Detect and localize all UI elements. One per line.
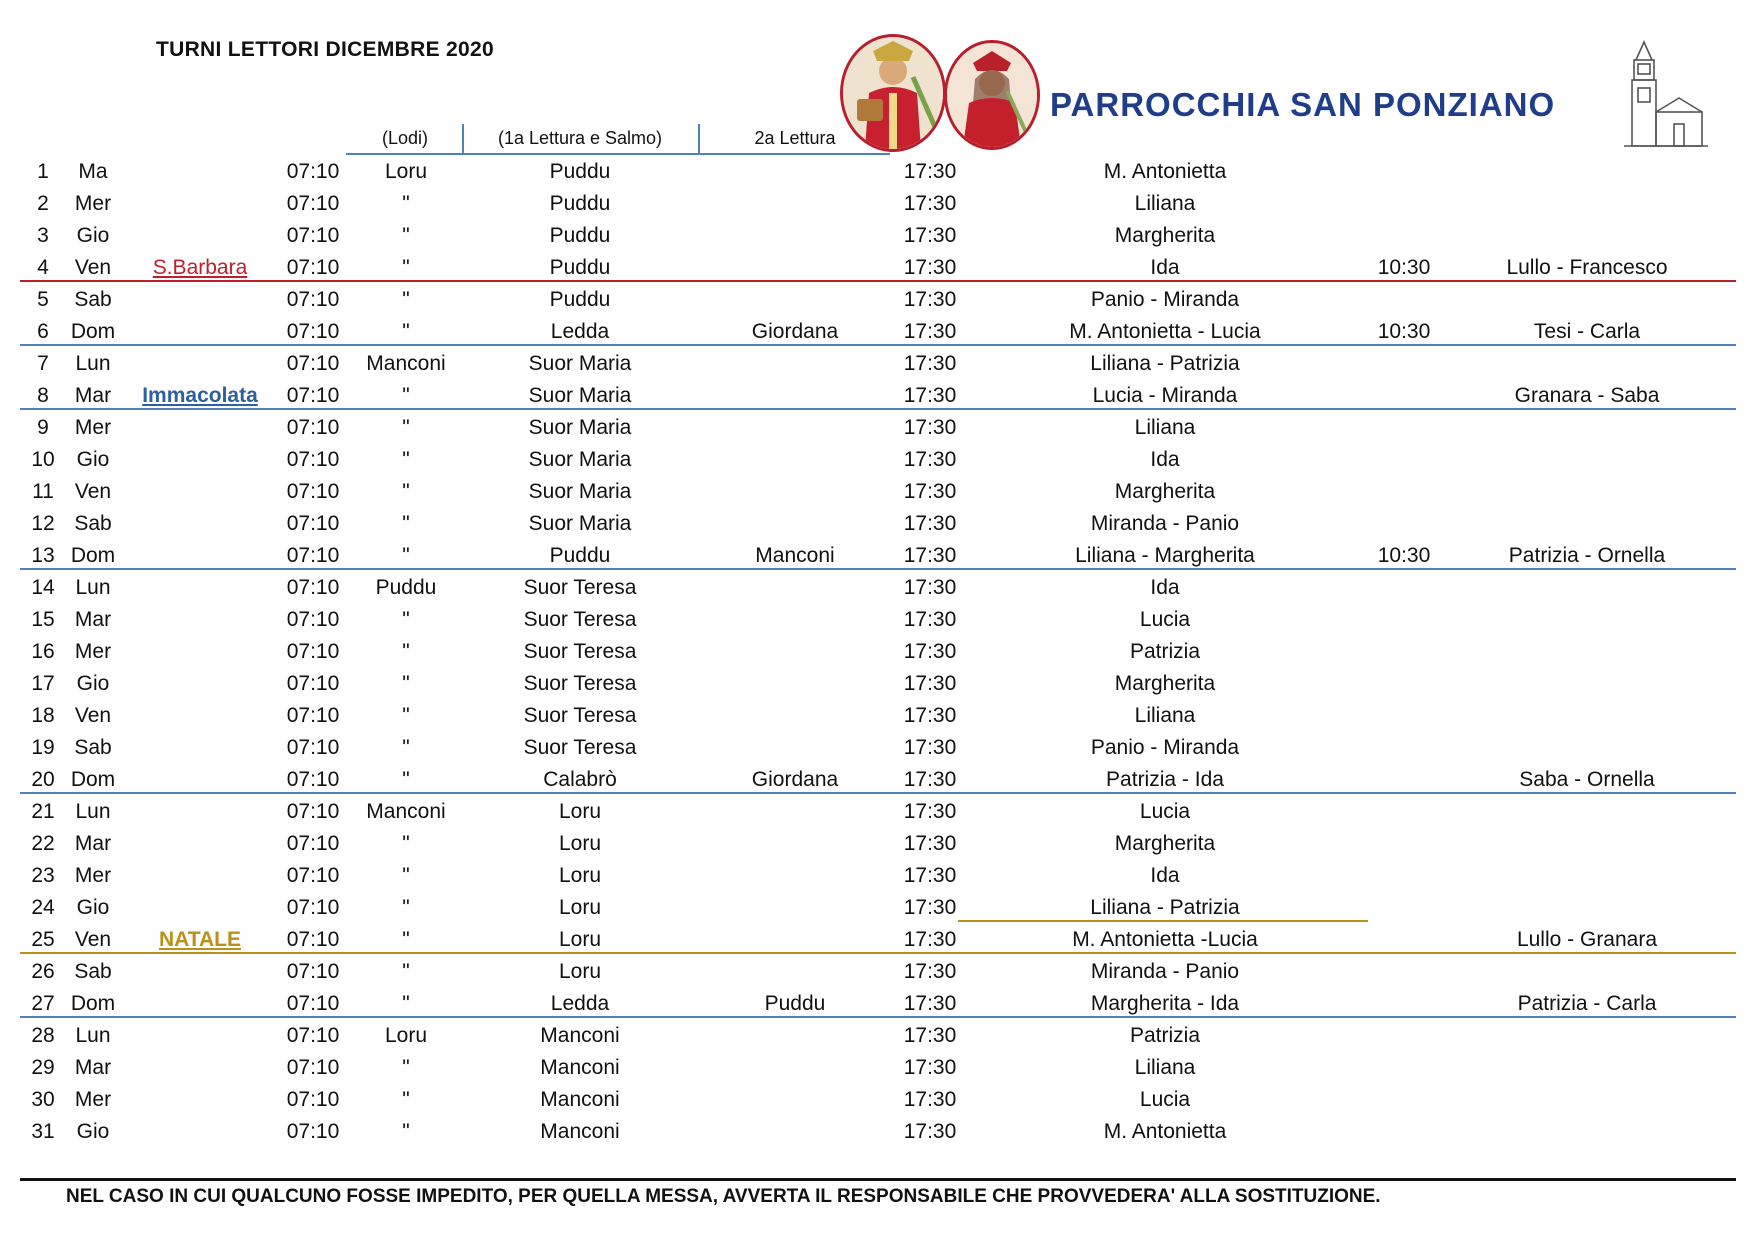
weekday: Ma — [78, 160, 108, 183]
weekday: Sab — [74, 736, 112, 759]
first-reading-reader: Suor Teresa — [523, 736, 637, 759]
header-underline — [346, 153, 890, 155]
evening-time: 17:30 — [903, 928, 957, 951]
day-number: 2 — [37, 192, 49, 215]
santa-lucia-medallion-icon — [944, 40, 1040, 150]
first-reading-reader: Loru — [558, 896, 602, 919]
lodi-reader: " — [402, 736, 410, 759]
weekday: Lun — [75, 576, 111, 599]
table-row — [0, 412, 1754, 444]
lodi-reader: " — [402, 192, 410, 215]
feast-label: NATALE — [158, 928, 242, 951]
feast-label: S.Barbara — [152, 256, 248, 279]
table-row — [0, 1084, 1754, 1116]
sunday-readers: Granara - Saba — [1514, 384, 1660, 407]
lodi-reader: " — [402, 320, 410, 343]
day-number: 11 — [32, 480, 54, 503]
first-reading-reader: Loru — [558, 800, 602, 823]
evening-time: 17:30 — [903, 224, 957, 247]
table-row — [0, 156, 1754, 188]
parish-name: PARROCCHIA SAN PONZIANO — [1050, 86, 1556, 123]
lodi-reader: " — [402, 224, 410, 247]
morning-time: 07:10 — [286, 992, 340, 1015]
evening-time: 17:30 — [903, 544, 957, 567]
table-row — [0, 828, 1754, 860]
morning-time: 07:10 — [286, 320, 340, 343]
evening-reader: M. Antonietta -Lucia — [1072, 928, 1258, 951]
table-row — [0, 796, 1754, 828]
sunday-readers: Saba - Ornella — [1519, 768, 1655, 791]
first-reading-reader: Loru — [558, 960, 602, 983]
first-reading-reader: Suor Maria — [528, 416, 632, 439]
weekday: Gio — [76, 1120, 110, 1143]
evening-reader: Liliana — [1134, 704, 1196, 727]
evening-reader: Miranda - Panio — [1090, 960, 1240, 983]
weekday: Dom — [70, 544, 116, 567]
morning-time: 07:10 — [286, 576, 340, 599]
day-number: 15 — [31, 608, 55, 631]
table-row — [0, 636, 1754, 668]
table-row — [0, 220, 1754, 252]
first-reading-reader: Loru — [558, 832, 602, 855]
evening-time: 17:30 — [903, 1120, 957, 1143]
table-row — [0, 604, 1754, 636]
evening-reader: M. Antonietta - Lucia — [1069, 320, 1261, 343]
evening-time: 17:30 — [903, 1088, 957, 1111]
evening-time: 17:30 — [903, 896, 957, 919]
parish-logo — [840, 34, 1720, 152]
evening-time: 17:30 — [903, 512, 957, 535]
evening-reader: M. Antonietta — [1103, 160, 1227, 183]
weekday: Lun — [75, 352, 111, 375]
morning-time: 07:10 — [286, 352, 340, 375]
evening-reader: Liliana - Patrizia — [1090, 352, 1240, 375]
header-lodi: (Lodi) — [381, 128, 429, 148]
day-number: 1 — [37, 160, 49, 183]
evening-reader: Liliana — [1134, 192, 1196, 215]
section-separator — [20, 952, 1736, 954]
table-row — [0, 1020, 1754, 1052]
second-reading-reader: Giordana — [751, 768, 839, 791]
morning-time: 07:10 — [286, 544, 340, 567]
table-row — [0, 956, 1754, 988]
morning-time: 07:10 — [286, 512, 340, 535]
section-separator — [20, 280, 1736, 282]
day-number: 28 — [31, 1024, 55, 1047]
header-divider — [462, 124, 464, 154]
day-number: 16 — [31, 640, 55, 663]
weekday: Ven — [74, 704, 112, 727]
weekday: Ven — [74, 480, 112, 503]
morning-time: 07:10 — [286, 960, 340, 983]
lodi-reader: " — [402, 704, 410, 727]
section-separator — [20, 344, 1736, 346]
lodi-reader: Puddu — [375, 576, 437, 599]
section-separator — [20, 408, 1736, 410]
day-number: 14 — [31, 576, 55, 599]
first-reading-reader: Ledda — [550, 320, 610, 343]
evening-reader: Patrizia — [1129, 1024, 1201, 1047]
evening-time: 17:30 — [903, 800, 957, 823]
evening-reader: Liliana — [1134, 1056, 1196, 1079]
weekday: Mer — [74, 1088, 112, 1111]
day-number: 13 — [31, 544, 55, 567]
evening-time: 17:30 — [903, 672, 957, 695]
table-row — [0, 572, 1754, 604]
first-reading-reader: Suor Maria — [528, 480, 632, 503]
weekday: Gio — [76, 896, 110, 919]
second-reading-reader: Manconi — [755, 544, 835, 567]
table-row — [0, 860, 1754, 892]
evening-time: 17:30 — [903, 160, 957, 183]
morning-time: 07:10 — [286, 928, 340, 951]
weekday: Mar — [74, 832, 112, 855]
weekday: Mer — [74, 864, 112, 887]
header-lettura2: 2a Lettura — [754, 128, 836, 148]
morning-time: 07:10 — [286, 416, 340, 439]
first-reading-reader: Puddu — [549, 256, 611, 279]
evening-reader: Ida — [1150, 864, 1180, 887]
evening-time: 17:30 — [903, 640, 957, 663]
lodi-reader: " — [402, 512, 410, 535]
sunday-readers: Tesi - Carla — [1533, 320, 1641, 343]
weekday: Dom — [70, 768, 116, 791]
first-reading-reader: Puddu — [549, 288, 611, 311]
lodi-reader: " — [402, 1088, 410, 1111]
lodi-reader: " — [402, 832, 410, 855]
day-number: 18 — [31, 704, 55, 727]
section-separator — [20, 1016, 1736, 1018]
lodi-reader: " — [402, 896, 410, 919]
lodi-reader: " — [402, 1120, 410, 1143]
feast-label: Immacolata — [142, 384, 258, 407]
lodi-reader: " — [402, 1056, 410, 1079]
evening-time: 17:30 — [903, 768, 957, 791]
day-number: 20 — [31, 768, 55, 791]
weekday: Mar — [74, 608, 112, 631]
sunday-readers: Patrizia - Carla — [1517, 992, 1657, 1015]
evening-reader: Liliana - Margherita — [1075, 544, 1255, 567]
weekday: Mar — [74, 1056, 112, 1079]
weekday: Gio — [76, 672, 110, 695]
sunday-readers: Patrizia - Ornella — [1508, 544, 1666, 567]
morning-time: 07:10 — [286, 704, 340, 727]
evening-time: 17:30 — [903, 416, 957, 439]
morning-time: 07:10 — [286, 480, 340, 503]
evening-time: 17:30 — [903, 192, 957, 215]
morning-time: 07:10 — [286, 864, 340, 887]
day-number: 27 — [31, 992, 55, 1015]
morning-time: 07:10 — [286, 448, 340, 471]
footer-note: NEL CASO IN CUI QUALCUNO FOSSE IMPEDITO, PER QUELLA MESSA, AVVERTA IL RESPONSABILE CHE PROVVEDERA' ALLA SOSTITUZIONE. — [66, 1186, 1381, 1207]
first-reading-reader: Suor Teresa — [523, 576, 637, 599]
day-number: 6 — [37, 320, 49, 343]
lodi-reader: " — [402, 960, 410, 983]
morning-time: 07:10 — [286, 384, 340, 407]
lodi-reader: " — [402, 672, 410, 695]
day-number: 22 — [31, 832, 55, 855]
lodi-reader: Manconi — [366, 800, 446, 823]
day-number: 8 — [37, 384, 49, 407]
lodi-reader: " — [402, 864, 410, 887]
table-row — [0, 668, 1754, 700]
first-reading-reader: Suor Teresa — [523, 640, 637, 663]
weekday: Dom — [70, 992, 116, 1015]
first-reading-reader: Calabrò — [543, 768, 617, 791]
page-title: TURNI LETTORI DICEMBRE 2020 — [156, 38, 494, 61]
evening-reader: Lucia — [1139, 800, 1191, 823]
weekday: Ven — [74, 928, 112, 951]
first-reading-reader: Puddu — [549, 224, 611, 247]
lodi-reader: " — [402, 928, 410, 951]
lodi-reader: " — [402, 256, 410, 279]
evening-time: 17:30 — [903, 576, 957, 599]
table-row — [0, 732, 1754, 764]
first-reading-reader: Manconi — [540, 1056, 620, 1079]
first-reading-reader: Suor Maria — [528, 448, 632, 471]
day-number: 23 — [31, 864, 55, 887]
weekday: Gio — [76, 224, 110, 247]
evening-reader: Patrizia - Ida — [1106, 768, 1224, 791]
evening-reader: Liliana - Patrizia — [1090, 896, 1240, 919]
evening-time: 17:30 — [903, 736, 957, 759]
morning-time: 07:10 — [286, 640, 340, 663]
evening-time: 17:30 — [903, 480, 957, 503]
evening-time: 17:30 — [903, 608, 957, 631]
evening-reader: Lucia - Miranda — [1092, 384, 1238, 407]
evening-reader: Liliana — [1134, 416, 1196, 439]
evening-reader: Margherita - Ida — [1090, 992, 1240, 1015]
weekday: Sab — [74, 288, 112, 311]
section-separator — [20, 792, 1736, 794]
morning-time: 07:10 — [286, 256, 340, 279]
evening-time: 17:30 — [903, 352, 957, 375]
weekday: Mar — [74, 384, 112, 407]
lodi-reader: " — [402, 448, 410, 471]
weekday: Mer — [74, 640, 112, 663]
morning-time: 07:10 — [286, 224, 340, 247]
first-reading-reader: Manconi — [540, 1024, 620, 1047]
weekday: Sab — [74, 512, 112, 535]
lodi-reader: " — [402, 608, 410, 631]
second-reading-reader: Puddu — [764, 992, 826, 1015]
morning-time: 07:10 — [286, 608, 340, 631]
sunday-time: 10:30 — [1377, 544, 1431, 567]
weekday: Lun — [75, 1024, 111, 1047]
day-number: 7 — [37, 352, 49, 375]
table-row — [0, 188, 1754, 220]
weekday: Ven — [74, 256, 112, 279]
table-row — [0, 1052, 1754, 1084]
day-number: 24 — [31, 896, 55, 919]
weekday: Dom — [70, 320, 116, 343]
header-lettura1: (1a Lettura e Salmo) — [497, 128, 663, 148]
evening-reader: Panio - Miranda — [1090, 736, 1240, 759]
first-reading-reader: Manconi — [540, 1120, 620, 1143]
first-reading-reader: Loru — [558, 864, 602, 887]
morning-time: 07:10 — [286, 1024, 340, 1047]
morning-time: 07:10 — [286, 1088, 340, 1111]
table-row — [0, 700, 1754, 732]
lodi-reader: Manconi — [366, 352, 446, 375]
morning-time: 07:10 — [286, 192, 340, 215]
evening-time: 17:30 — [903, 320, 957, 343]
morning-time: 07:10 — [286, 736, 340, 759]
lodi-reader: " — [402, 480, 410, 503]
first-reading-reader: Ledda — [550, 992, 610, 1015]
footer-rule — [20, 1178, 1736, 1181]
section-separator — [20, 568, 1736, 570]
morning-time: 07:10 — [286, 160, 340, 183]
evening-reader: Ida — [1150, 448, 1180, 471]
first-reading-reader: Puddu — [549, 160, 611, 183]
table-row — [0, 892, 1754, 924]
evening-time: 17:30 — [903, 960, 957, 983]
table-row — [0, 508, 1754, 540]
morning-time: 07:10 — [286, 832, 340, 855]
evening-time: 17:30 — [903, 992, 957, 1015]
evening-reader: Margherita — [1114, 480, 1216, 503]
weekday: Sab — [74, 960, 112, 983]
table-row — [0, 476, 1754, 508]
evening-time: 17:30 — [903, 256, 957, 279]
lodi-reader: " — [402, 768, 410, 791]
evening-time: 17:30 — [903, 704, 957, 727]
sunday-readers: Lullo - Granara — [1516, 928, 1658, 951]
day-number: 12 — [31, 512, 55, 535]
first-reading-reader: Suor Maria — [528, 384, 632, 407]
weekday: Mer — [74, 192, 112, 215]
morning-time: 07:10 — [286, 768, 340, 791]
day-number: 31 — [31, 1120, 55, 1143]
lodi-reader: " — [402, 640, 410, 663]
day-number: 29 — [31, 1056, 55, 1079]
lodi-reader: " — [402, 416, 410, 439]
day-number: 17 — [31, 672, 55, 695]
table-row — [0, 1116, 1754, 1148]
first-reading-reader: Loru — [558, 928, 602, 951]
evening-time: 17:30 — [903, 448, 957, 471]
table-row — [0, 348, 1754, 380]
morning-time: 07:10 — [286, 288, 340, 311]
evening-reader: M. Antonietta — [1103, 1120, 1227, 1143]
weekday: Gio — [76, 448, 110, 471]
day-number: 10 — [31, 448, 55, 471]
evening-reader: Ida — [1150, 256, 1180, 279]
evening-reader: Lucia — [1139, 1088, 1191, 1111]
first-reading-reader: Suor Teresa — [523, 608, 637, 631]
section-separator — [958, 920, 1368, 922]
day-number: 30 — [31, 1088, 55, 1111]
evening-reader: Margherita — [1114, 224, 1216, 247]
sunday-time: 10:30 — [1377, 256, 1431, 279]
first-reading-reader: Suor Teresa — [523, 704, 637, 727]
lodi-reader: " — [402, 384, 410, 407]
evening-reader: Ida — [1150, 576, 1180, 599]
day-number: 9 — [37, 416, 49, 439]
evening-reader: Margherita — [1114, 672, 1216, 695]
evening-time: 17:30 — [903, 288, 957, 311]
second-reading-reader: Giordana — [751, 320, 839, 343]
lodi-reader: " — [402, 288, 410, 311]
morning-time: 07:10 — [286, 800, 340, 823]
header-divider — [698, 124, 700, 154]
lodi-reader: Loru — [384, 1024, 428, 1047]
evening-time: 17:30 — [903, 1056, 957, 1079]
morning-time: 07:10 — [286, 896, 340, 919]
day-number: 5 — [37, 288, 49, 311]
day-number: 4 — [37, 256, 49, 279]
first-reading-reader: Suor Teresa — [523, 672, 637, 695]
first-reading-reader: Puddu — [549, 192, 611, 215]
lodi-reader: " — [402, 992, 410, 1015]
day-number: 19 — [31, 736, 55, 759]
bell-tower-icon — [1620, 38, 1710, 150]
day-number: 25 — [31, 928, 55, 951]
evening-reader: Miranda - Panio — [1090, 512, 1240, 535]
table-row — [0, 444, 1754, 476]
weekday: Mer — [74, 416, 112, 439]
evening-time: 17:30 — [903, 384, 957, 407]
first-reading-reader: Puddu — [549, 544, 611, 567]
evening-reader: Lucia — [1139, 608, 1191, 631]
sunday-time: 10:30 — [1377, 320, 1431, 343]
evening-time: 17:30 — [903, 1024, 957, 1047]
morning-time: 07:10 — [286, 672, 340, 695]
day-number: 3 — [37, 224, 49, 247]
weekday: Lun — [75, 800, 111, 823]
evening-reader: Margherita — [1114, 832, 1216, 855]
evening-reader: Patrizia — [1129, 640, 1201, 663]
lodi-reader: " — [402, 544, 410, 567]
table-row — [0, 284, 1754, 316]
first-reading-reader: Suor Maria — [528, 512, 632, 535]
day-number: 26 — [31, 960, 55, 983]
lodi-reader: Loru — [384, 160, 428, 183]
sunday-readers: Lullo - Francesco — [1506, 256, 1668, 279]
day-number: 21 — [31, 800, 55, 823]
first-reading-reader: Manconi — [540, 1088, 620, 1111]
first-reading-reader: Suor Maria — [528, 352, 632, 375]
evening-reader: Panio - Miranda — [1090, 288, 1240, 311]
morning-time: 07:10 — [286, 1056, 340, 1079]
evening-time: 17:30 — [903, 832, 957, 855]
evening-time: 17:30 — [903, 864, 957, 887]
morning-time: 07:10 — [286, 1120, 340, 1143]
